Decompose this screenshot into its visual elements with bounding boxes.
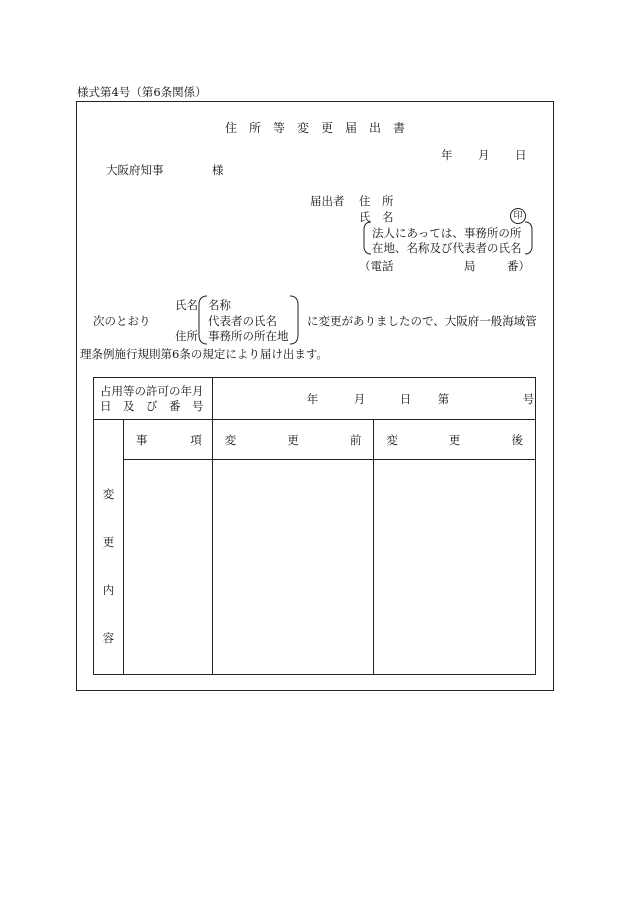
form-title-char: 所 — [248, 121, 261, 135]
corp-note-line2: 在地、名称及び代表者の氏名 — [372, 241, 522, 255]
header-after-char-2: 更 — [448, 432, 461, 447]
form-number: 様式第4号（第6条関係） — [77, 85, 207, 99]
change-label-char-3: 内 — [102, 583, 115, 597]
permit-label-cell — [94, 378, 213, 420]
content-row — [94, 460, 536, 675]
permit-day: 日 — [399, 392, 412, 406]
corp-note-left-bracket — [364, 222, 371, 254]
header-after — [374, 420, 536, 460]
seal-mark: 印 — [510, 208, 526, 224]
change-label-char-4: 容 — [102, 631, 115, 645]
body-suffix: に変更がありましたので、大阪府一般海域管 — [307, 314, 537, 328]
header-before-char-2: 更 — [287, 432, 299, 447]
change-content-label-cell — [94, 420, 124, 675]
form-title-char: 書 — [393, 121, 406, 135]
body-right-bracket — [290, 296, 298, 344]
phone-open: （電話 — [359, 259, 394, 273]
header-row — [94, 420, 536, 460]
permit-label-line1: 占用等の許可の年月 — [100, 383, 204, 398]
body-option-3: 事務所の所在地 — [208, 329, 289, 343]
header-item-char-1: 事 — [135, 432, 148, 447]
form-title-char: 届 — [345, 121, 358, 135]
header-before-char-1: 変 — [224, 432, 237, 447]
change-label-char-1: 変 — [102, 487, 115, 501]
body-prefix: 次のとおり — [93, 314, 151, 328]
form-title-char: 出 — [369, 121, 382, 135]
phone-bureau: 局 — [464, 259, 476, 273]
header-item — [123, 420, 212, 460]
date-day: 日 — [515, 148, 527, 162]
addressee-name: 大阪府知事 — [106, 163, 164, 177]
change-table — [93, 377, 536, 675]
permit-row — [94, 378, 536, 420]
corp-note-right-bracket — [525, 222, 532, 254]
body-option-2: 代表者の氏名 — [208, 314, 277, 328]
header-before — [212, 420, 374, 460]
phone-number: 番） — [507, 259, 530, 273]
body-line-2: 理条例施行規則第6条の規定により届け出ます。 — [80, 347, 328, 361]
permit-gou: 号 — [522, 392, 535, 406]
corp-note-line1: 法人にあっては、事務所の所 — [372, 226, 522, 240]
body-left-bracket — [199, 296, 207, 344]
change-label-char-2: 更 — [102, 535, 115, 549]
body-left-top: 氏名 — [175, 298, 198, 312]
content-item-cell — [123, 460, 212, 675]
permit-dai: 第 — [437, 392, 450, 406]
body-left-bottom: 住所 — [175, 329, 198, 343]
permit-year: 年 — [306, 392, 319, 406]
notifier-label: 届出者 — [310, 194, 345, 208]
permit-label-line2: 日 及 び 番 号 — [100, 398, 204, 413]
permit-month: 月 — [353, 392, 366, 406]
header-before-char-3: 前 — [349, 432, 362, 447]
address-label: 住 所 — [359, 194, 394, 208]
header-after-char-1: 変 — [386, 432, 398, 447]
form-title-char: 変 — [296, 121, 309, 135]
date-year: 年 — [441, 148, 453, 162]
form-title-char: 等 — [272, 121, 285, 135]
name-label: 氏 名 — [359, 210, 394, 224]
header-item-char-2: 項 — [190, 432, 202, 447]
form-title-char: 更 — [321, 121, 334, 135]
header-after-char-3: 後 — [511, 432, 523, 447]
content-before-cell — [212, 460, 374, 675]
body-option-1: 名称 — [208, 298, 231, 312]
form-title-char: 住 — [224, 121, 237, 135]
content-after-cell — [374, 460, 536, 675]
addressee-honorific: 様 — [212, 163, 224, 177]
permit-value-cell — [212, 378, 535, 420]
date-month: 月 — [478, 148, 490, 162]
